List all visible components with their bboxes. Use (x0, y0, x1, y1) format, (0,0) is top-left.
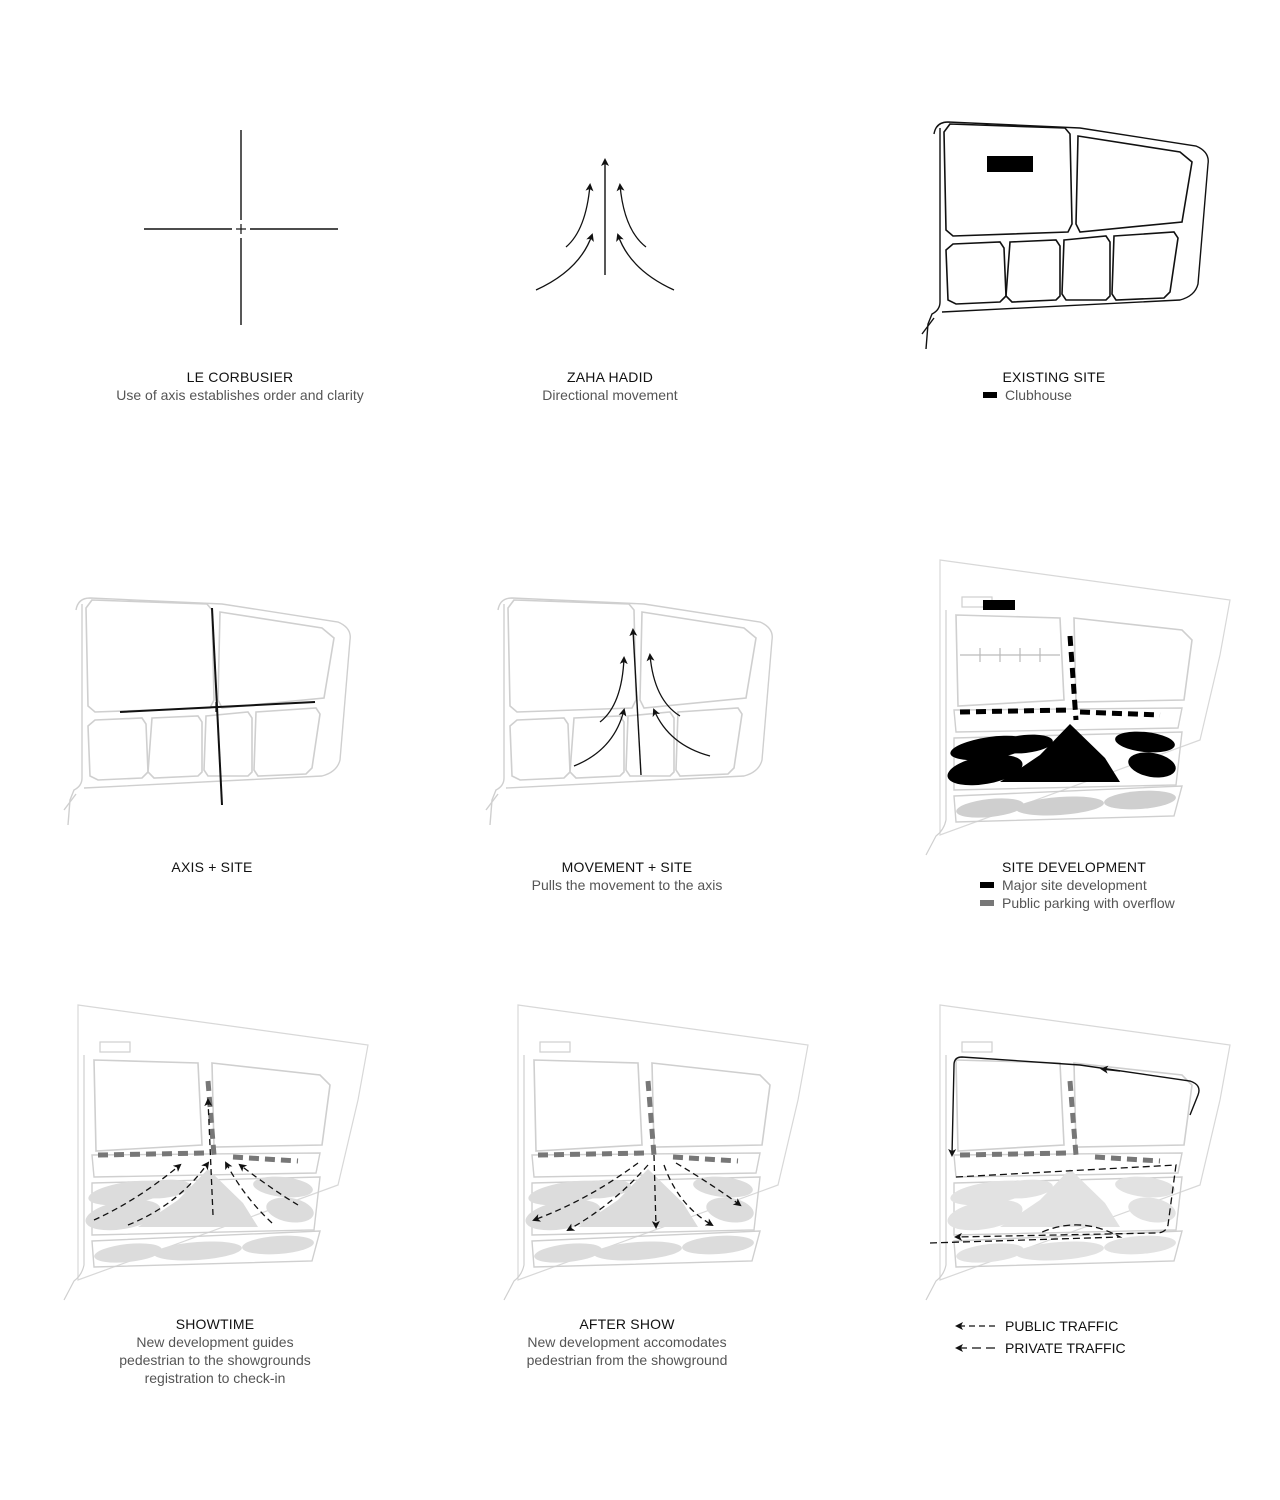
caption-existing-site (904, 368, 1204, 386)
panel-after-show (498, 1005, 818, 1295)
caption-zaha-hadid (460, 368, 760, 404)
panel-subtitle: registration to check-in (144, 1370, 286, 1386)
black-swatch-icon (983, 392, 997, 398)
panel-title: AFTER SHOW (579, 1316, 675, 1332)
panel-subtitle: Directional movement (542, 387, 678, 403)
existing-site-plan (920, 124, 1210, 354)
panel-title: SHOWTIME (175, 1316, 255, 1332)
panel-title: ZAHA HADID (566, 369, 653, 385)
panel-subtitle: pedestrian from the showground (526, 1352, 728, 1368)
directional-movement-diagram (520, 150, 700, 300)
legend-existing-site (983, 386, 1072, 404)
axis-cross-diagram (130, 120, 350, 340)
panel-showtime (58, 1005, 378, 1295)
after-show-plan (498, 1005, 818, 1295)
legend-label: Clubhouse (1005, 387, 1072, 403)
panel-title: MOVEMENT + SITE (561, 859, 693, 875)
panel-subtitle: Pulls the movement to the axis (531, 877, 723, 893)
panel-subtitle: Use of axis establishes order and clarity (116, 387, 364, 403)
panel-existing-site (920, 124, 1210, 354)
panel-zaha-hadid (520, 150, 700, 300)
legend-traffic (955, 1315, 1126, 1359)
legend-label: Public parking with overflow (1002, 895, 1175, 911)
legend-label: PRIVATE TRAFFIC (1005, 1340, 1126, 1356)
panel-title: AXIS + SITE (171, 859, 253, 875)
caption-after-show (477, 1315, 777, 1369)
axis-site-plan (62, 600, 352, 830)
dashed-arrow-icon (955, 1343, 997, 1353)
panel-axis-site (62, 600, 352, 830)
showtime-plan (58, 1005, 378, 1295)
black-swatch-icon (980, 882, 994, 888)
caption-site-development (924, 858, 1224, 876)
panel-title: EXISTING SITE (1002, 369, 1106, 385)
panel-movement-site (484, 600, 774, 830)
caption-axis-site (62, 858, 362, 876)
panel-subtitle: New development accomodates (527, 1334, 727, 1350)
panel-subtitle: New development guides (136, 1334, 294, 1350)
legend-label: PUBLIC TRAFFIC (1005, 1318, 1119, 1334)
panel-le-corbusier (130, 120, 350, 340)
gray-swatch-icon (980, 900, 994, 906)
clubhouse-block (987, 156, 1033, 172)
panel-title: LE CORBUSIER (186, 369, 294, 385)
panel-subtitle: pedestrian to the showgrounds (119, 1352, 311, 1368)
site-development-plan (920, 560, 1240, 850)
traffic-plan (920, 1005, 1240, 1295)
caption-le-corbusier (90, 368, 390, 404)
caption-movement-site (477, 858, 777, 894)
panel-title: SITE DEVELOPMENT (1001, 859, 1146, 875)
panel-site-development (920, 560, 1240, 850)
panel-traffic (920, 1005, 1240, 1295)
movement-site-plan (484, 600, 774, 830)
caption-showtime (65, 1315, 365, 1387)
legend-site-development (980, 876, 1175, 912)
dashed-arrow-icon (955, 1321, 997, 1331)
legend-label: Major site development (1002, 877, 1147, 893)
